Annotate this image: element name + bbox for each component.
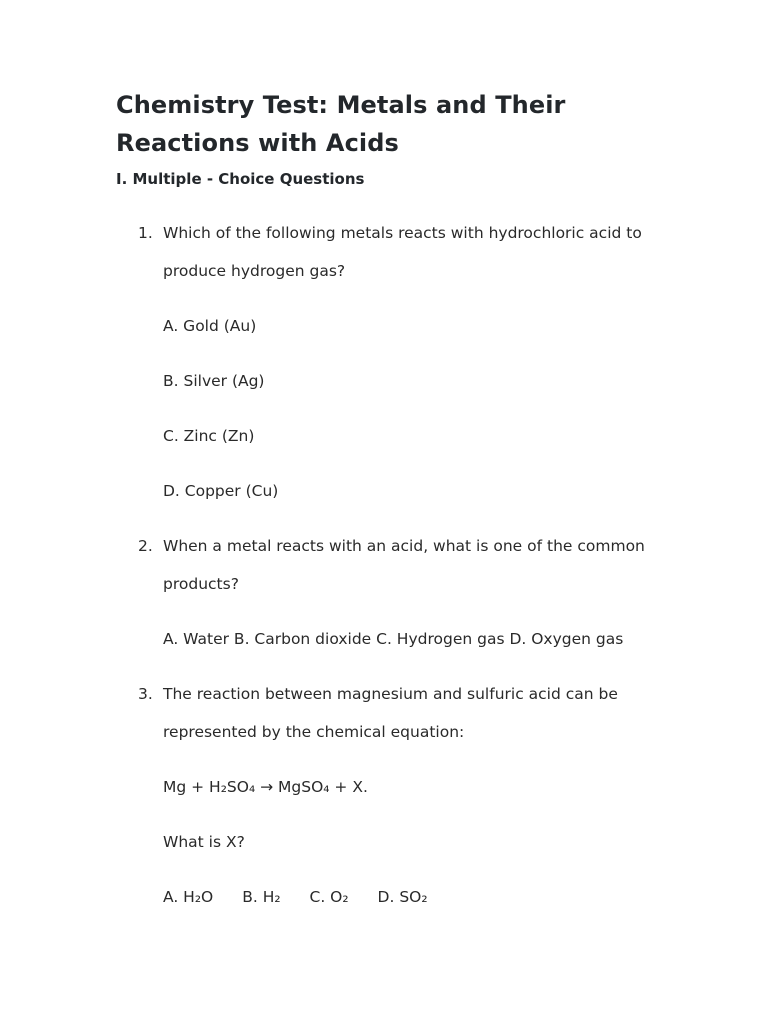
question-text: The reaction between magnesium and sulfuric acid can be represented by the chemical equation: xyxy=(163,685,618,741)
answer-option: A. H₂O xyxy=(163,888,214,906)
answer-option: D. SO₂ xyxy=(377,888,428,906)
question-list xyxy=(116,214,656,916)
page-title: Chemistry Test: Metals and Their Reactions with Acids xyxy=(116,91,566,157)
answer-options-line: A. Water B. Carbon dioxide C. Hydrogen gas D. Oxygen gas xyxy=(163,630,624,648)
answer-option: D. Copper (Cu) xyxy=(163,482,279,500)
section-heading: I. Multiple - Choice Questions xyxy=(116,170,365,188)
answer-option: B. Silver (Ag) xyxy=(163,372,265,390)
document-page xyxy=(116,86,656,916)
question-number: 2. xyxy=(138,537,153,555)
question-3 xyxy=(116,675,656,916)
chemical-equation: Mg + H₂SO₄ → MgSO₄ + X. xyxy=(163,778,368,796)
answer-options-line xyxy=(163,878,656,916)
answer-option: B. H₂ xyxy=(242,888,281,906)
question-number: 3. xyxy=(138,685,153,703)
question-text: When a metal reacts with an acid, what is one of the common products? xyxy=(163,537,645,593)
question-text: Which of the following metals reacts with hydrochloric acid to produce hydrogen gas? xyxy=(163,224,642,280)
answer-option: C. Zinc (Zn) xyxy=(163,427,255,445)
question-prompt: What is X? xyxy=(163,833,245,851)
question-1 xyxy=(116,214,656,510)
question-number: 1. xyxy=(138,224,153,242)
question-2 xyxy=(116,527,656,658)
answer-option: A. Gold (Au) xyxy=(163,317,257,335)
answer-option: C. O₂ xyxy=(309,888,349,906)
